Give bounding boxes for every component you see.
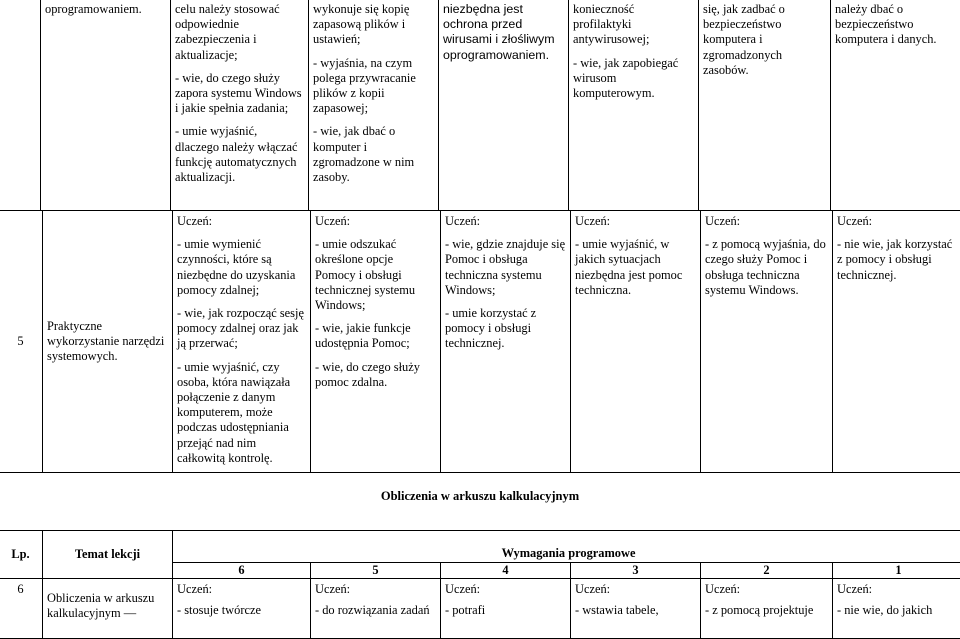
cell-text: - umie wyjaśnić, w jakich sytuacjach niezbędna jest pomoc techniczna.	[575, 237, 696, 298]
student-label: Uczeń:	[177, 582, 306, 597]
cell-text: konieczność profilaktyki antywirusowej;	[573, 2, 694, 48]
cell-row6-grade3	[571, 579, 701, 639]
cell-row5-grade4	[441, 211, 571, 473]
student-label: Uczeń:	[445, 582, 566, 597]
cell-text: - umie wymienić czynności, które są niezbędne do uzyskania pomocy zdalnej;	[177, 237, 306, 298]
cell-row5-grade1	[833, 211, 960, 473]
cell-text: - wie, do czego służy pomoc zdalna.	[315, 360, 436, 390]
column-header-lp: Lp.	[0, 531, 43, 579]
cell-text: - wstawia tabele,	[575, 603, 696, 618]
cell-row6-grade4	[441, 579, 571, 639]
topic-text: Obliczenia w arkuszu kalkulacyjnym —	[47, 591, 154, 620]
grade-header: 2	[701, 563, 833, 579]
student-label: Uczeń:	[315, 214, 436, 229]
table-row	[0, 579, 960, 639]
cell-text: - nie wie, do jakich	[837, 603, 960, 618]
grade-header: 5	[311, 563, 441, 579]
cell-text: - do rozwiązania zadań	[315, 603, 436, 618]
grade-header: 4	[441, 563, 571, 579]
cell-text: - stosuje twórcze	[177, 603, 306, 618]
grade-header: 6	[173, 563, 311, 579]
table-row	[0, 211, 960, 473]
student-label: Uczeń:	[575, 214, 696, 229]
cell-row5-grade5	[311, 211, 441, 473]
cell-row6-grade6	[173, 579, 311, 639]
cell-text: należy dbać o bezpieczeństwo komputera i danych.	[835, 2, 960, 48]
student-label: Uczeń:	[315, 582, 436, 597]
cell-text: - umie korzystać z pomocy i obsługi technicznej.	[445, 306, 566, 352]
cell-row4-grade5	[171, 0, 309, 211]
student-label: Uczeń:	[837, 214, 960, 229]
cell-row6-grade2	[701, 579, 833, 639]
cell-row5-grade2	[701, 211, 833, 473]
lesson-number: 6	[0, 579, 43, 639]
cell-row4-grade6	[41, 0, 171, 211]
student-label: Uczeń:	[837, 582, 960, 597]
cell-text: - z pomocą projektuje	[705, 603, 828, 618]
student-label: Uczeń:	[177, 214, 306, 229]
cell-text: się, jak zadbać o bezpieczeństwo komputera i zgromadzonych zasobów.	[703, 2, 826, 78]
cell-text: - nie wie, jak korzystać z pomocy i obsługi technicznej.	[837, 237, 960, 283]
lesson-topic	[43, 579, 173, 639]
cell-text: - umie wyjaśnić, dlaczego należy włączać funkcję automatycznych aktualizacji.	[175, 124, 304, 185]
cell-row6-grade1	[833, 579, 960, 639]
cell-text: niezbędna jest ochrona przed wirusami i złośliwym oprogramowaniem.	[443, 2, 564, 63]
column-header-requirements: Wymagania programowe	[173, 531, 960, 563]
cell-text: - wie, gdzie znajduje się Pomoc i obsługa techniczna systemu Windows;	[445, 237, 566, 298]
cell-text: - wyjaśnia, na czym polega przywracanie plików z kopii zapasowej;	[313, 56, 434, 117]
grade-header: 1	[833, 563, 960, 579]
cell-row6-grade5	[311, 579, 441, 639]
cell-text: celu należy stosować odpowiednie zabezpieczenia i aktualizacje;	[175, 2, 304, 63]
cell-text: - wie, do czego służy zapora systemu Windows i jakie spełnia zadania;	[175, 71, 304, 117]
cell-row4-grade2	[569, 0, 699, 211]
grade-header: 3	[571, 563, 701, 579]
student-label: Uczeń:	[575, 582, 696, 597]
cell-text: - z pomocą wyjaśnia, do czego służy Pomoc i obsługa techniczna systemu Windows.	[705, 237, 828, 298]
section-title: Obliczenia w arkuszu kalkulacyjnym	[0, 489, 960, 504]
cell-row4-grade4	[309, 0, 439, 211]
cell-row4-grade1a	[699, 0, 831, 211]
cell-row5-grade3	[571, 211, 701, 473]
cell-row5-grade6	[173, 211, 311, 473]
cell-text: - wie, jak rozpocząć sesję pomocy zdalnej oraz jak ją przerwać;	[177, 306, 306, 352]
lesson-topic: Praktyczne wykorzystanie narzędzi systemowych.	[43, 211, 173, 473]
cell-text: - wie, jak zapobiegać wirusom komputerowym.	[573, 56, 694, 102]
cell-text: - wie, jak dbać o komputer i zgromadzone w nim zasoby.	[313, 124, 434, 185]
cell-text: - umie wyjaśnić, czy osoba, która nawiązała połączenie z danym komputerem, może podczas udostępniania przejąć nad nim całkowitą kontrolę.	[177, 360, 306, 466]
table-row	[41, 0, 960, 211]
cell-row4-grade1b	[831, 0, 960, 211]
lesson-number: 5	[0, 211, 43, 473]
table-header-row	[0, 531, 960, 563]
student-label: Uczeń:	[705, 582, 828, 597]
requirements-table-row5	[0, 210, 960, 473]
column-header-topic: Temat lekcji	[43, 531, 173, 579]
requirements-table-bottom	[0, 530, 960, 639]
cell-row4-grade3	[439, 0, 569, 211]
cell-text: oprogramowaniem.	[45, 2, 166, 17]
cell-text: wykonuje się kopię zapasową plików i ustawień;	[313, 2, 434, 48]
cell-text: - potrafi	[445, 603, 566, 618]
student-label: Uczeń:	[705, 214, 828, 229]
requirements-table-top	[40, 0, 960, 211]
cell-text: - wie, jakie funkcje udostępnia Pomoc;	[315, 321, 436, 351]
student-label: Uczeń:	[445, 214, 566, 229]
cell-text: - umie odszukać określone opcje Pomocy i obsługi technicznej systemu Windows;	[315, 237, 436, 313]
